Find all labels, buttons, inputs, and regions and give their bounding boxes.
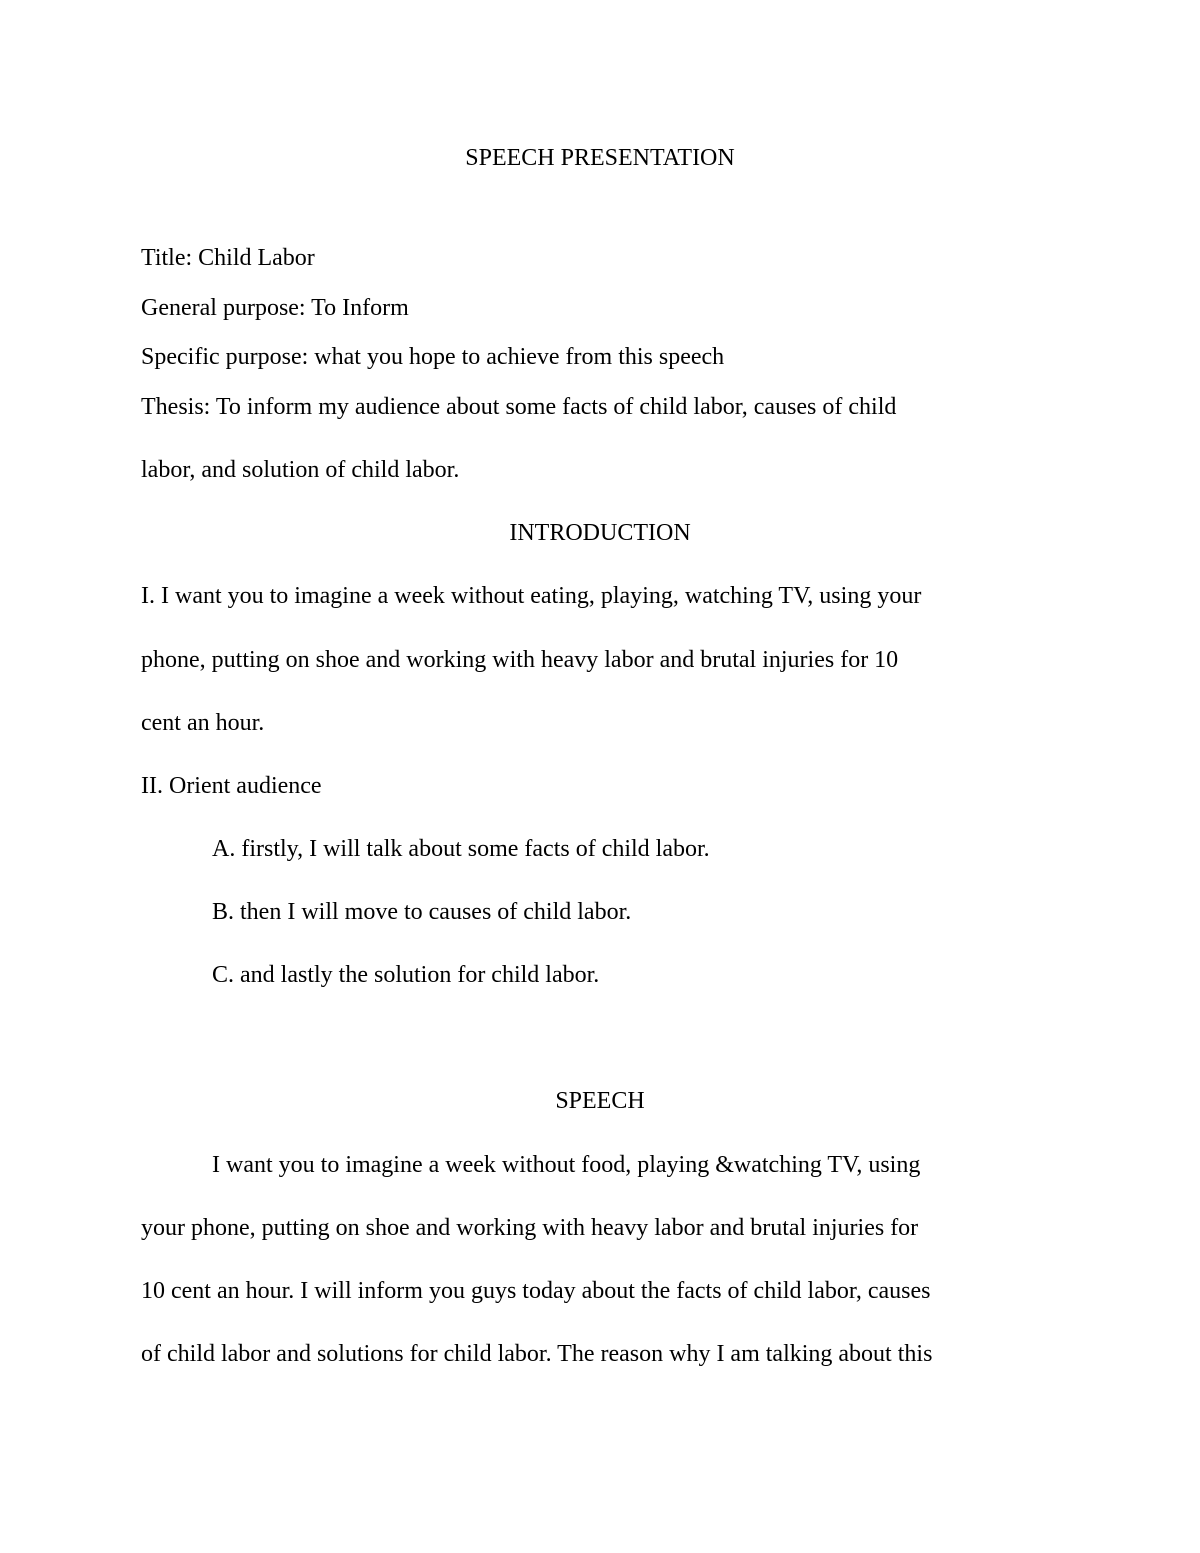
- speech-paragraph-line: 10 cent an hour. I will inform you guys today about the facts of child labor, causes: [141, 1278, 931, 1304]
- speech-paragraph-line: of child labor and solutions for child labor. The reason why I am talking about this: [141, 1341, 933, 1367]
- intro-point-line: I. I want you to imagine a week without eating, playing, watching TV, using your: [141, 583, 922, 609]
- intro-point-line: cent an hour.: [141, 710, 265, 736]
- orient-item: B. then I will move to causes of child labor.: [212, 899, 632, 925]
- document-heading: SPEECH PRESENTATION: [465, 145, 735, 171]
- speech-heading: SPEECH: [555, 1088, 645, 1114]
- orient-audience-line: II. Orient audience: [141, 773, 322, 799]
- intro-point-line: phone, putting on shoe and working with heavy labor and brutal injuries for 10: [141, 647, 899, 673]
- introduction-heading: INTRODUCTION: [509, 520, 691, 546]
- thesis-line: labor, and solution of child labor.: [141, 457, 460, 483]
- general-purpose-line: General purpose: To Inform: [141, 295, 409, 321]
- specific-purpose-line: Specific purpose: what you hope to achieve from this speech: [141, 344, 725, 370]
- speech-paragraph-line: I want you to imagine a week without food, playing &watching TV, using: [212, 1152, 921, 1178]
- thesis-line: Thesis: To inform my audience about some facts of child labor, causes of child: [141, 394, 897, 420]
- orient-item: C. and lastly the solution for child labor.: [212, 962, 600, 988]
- title-line: Title: Child Labor: [141, 245, 315, 271]
- speech-paragraph-line: your phone, putting on shoe and working with heavy labor and brutal injuries for: [141, 1215, 919, 1241]
- orient-item: A. firstly, I will talk about some facts of child labor.: [212, 836, 710, 862]
